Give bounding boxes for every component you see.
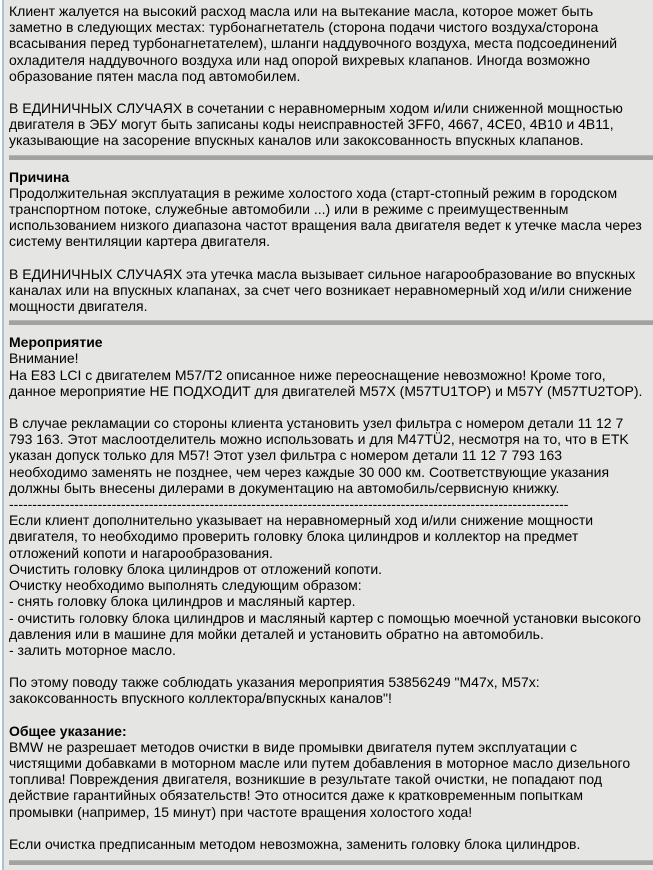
- symptom-paragraph-1: Клиент жалуется на высокий расход масла или на вытекание масла, которое может быть заметно в следующих местах: турбонагнетатель (сторона подачи чистого воздуха/сторона всасывания перед турбонагнетателем), шланги наддувочного воздуха, места подсоединений охладителя наддувочного воздуха или над опорой вихревых клапанов. Иногда возможно образование пятен масла под автомобилем.: [9, 3, 618, 84]
- general-note-text: BMW не разрешает методов очистки в виде промывки двигателя путем эксплуатации с чистящими добавками в моторном масле или путем добавления в моторное масло дизельного топлива! Повреждения двигателя, возникшие в результате такой очистки, не попадают под действие гарантийных обязательств! Это относится даже к кратковременным попыткам промывки (например, 15 минут) при частоте вращения холостого хода!: [9, 738, 631, 820]
- section-divider: [9, 860, 653, 865]
- symptom-paragraph-2: В ЕДИНИЧНЫХ СЛУЧАЯХ в сочетании с неравномерным ходом и/или сниженной мощностью двигателя в ЭБУ могут быть записаны коды неисправностей 3FF0, 4667, 4CE0, 4B10 и 4B11, указывающие на засорение впускных каналов или закоксованность впускных клапанов.: [9, 100, 623, 149]
- cause-paragraph-1: Продолжительная эксплуатация в режиме холостого хода (старт-стопный режим в городском транспортном потоке, служебные автомобили ...) или в режиме с преимущественным использованием низкого диапазона частот вращения вала двигателя ведет к утечке масла через систему вентиляции картера двигателя.: [9, 184, 642, 250]
- symptom-section: [9, 3, 643, 149]
- check-instruction-line: Очистку необходимо выполнять следующим образом:: [9, 577, 362, 594]
- measure-heading: Мероприятие: [9, 334, 103, 351]
- attention-text: На E83 LCI с двигателем M57/T2 описанное ниже переоснащение невозможно! Кроме того, данное мероприятие НЕ ПОДХОДИТ для двигателей M57X (M57TU1TOP) и M57Y (M57TU2TOP).: [9, 366, 643, 399]
- reference-text: По этому поводу также соблюдать указания мероприятия 53856249 "M47x, M57x: закоксованность впускного коллектора/впускных каналов"!: [9, 674, 540, 707]
- cause-paragraph-2: В ЕДИНИЧНЫХ СЛУЧАЯХ эта утечка масла вызывает сильное нагарообразование во впускных каналах или на впускных клапанах, за счет чего возникает неравномерный ход и/или снижение мощности двигателя.: [9, 265, 636, 315]
- check-instruction-line: Очистить головку блока цилиндров от отложений копоти.: [9, 560, 383, 577]
- check-instruction-line: Если клиент дополнительно указывает на неравномерный ход и/или снижение мощности двигателя, то необходимо проверить головку блока цилиндров и коллектор на предмет отложений копоти и нагарообразования.: [9, 512, 594, 561]
- check-instruction-line: - залить моторное масло.: [9, 641, 176, 658]
- check-instruction-line: - снять головку блока цилиндров и масляный картер.: [9, 593, 356, 610]
- final-text: Если очистка предписанным методом невозможна, заменить головку блока цилиндров.: [9, 835, 581, 852]
- measure-section: [9, 334, 643, 852]
- section-divider: [9, 155, 653, 160]
- bulletin-page: [2, 0, 653, 870]
- dashed-separator: ------------------------------------------------------------------------------------------------------------------------: [9, 496, 569, 513]
- cause-heading: Причина: [9, 168, 70, 185]
- filter-instruction-text: В случае рекламации со стороны клиента установить узел фильтра с номером детали 11 12 7 793 163. Этот маслоотделитель можно использовать и для M47TÜ2, несмотря на то, что в ETK указан допуск только для M57! Этот узел фильтра с номером детали 11 12 7 793 163 необходимо заменять не позднее, чем через каждые 30 000 км. Соответствующие указания должны быть внесены дилерами в документацию на автомобиль/сервисную книжку.: [9, 415, 629, 496]
- cause-section: [9, 169, 643, 315]
- section-divider: [9, 320, 653, 325]
- check-instruction-line: - очистить головку блока цилиндров и масляный картер с помощью моечной установки высокого давления или в машине для мойки деталей и установить обратно на автомобиль.: [9, 609, 641, 642]
- general-note-heading: Общее указание:: [9, 722, 127, 739]
- attention-label: Внимание!: [9, 350, 79, 367]
